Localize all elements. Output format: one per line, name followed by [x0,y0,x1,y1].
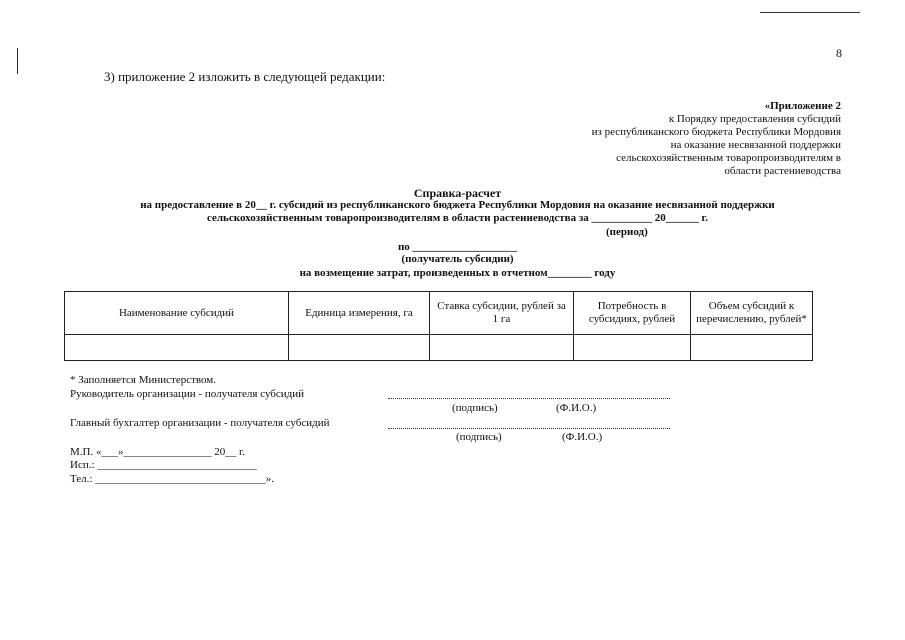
accountant-signature-label: Главный бухгалтер организации - получателя субсидий [70,417,330,429]
table-cell[interactable] [65,335,289,361]
table-row [65,335,813,361]
appendix-header [521,100,841,178]
head-signature-line[interactable] [388,398,670,399]
appendix-line: на оказание несвязанной поддержки [670,139,841,151]
executor-line: Исп.: _____________________________ [70,459,257,471]
costs-line: на возмещение затрат, произведенных в отчетном________ году [299,267,616,279]
recipient-caption: (получатель субсидии) [401,253,514,265]
intro-text: 3) приложение 2 изложить в следующей редакции: [104,69,386,84]
period-caption: (период) [606,226,648,238]
po-line: по ___________________ [397,241,518,253]
form-subtitle-line1: на предоставление в 20__ г. субсидий из республиканского бюджета Республики Мордовия на оказание несвязанной поддержки [140,199,775,211]
page-number: 8 [836,46,842,60]
table-cell[interactable] [289,335,430,361]
appendix-line: области растениеводства [724,165,841,177]
appendix-line: сельскохозяйственным товаропроизводителям в [616,152,841,164]
table-header-row [65,292,813,335]
appendix-title: «Приложение 2 [764,100,841,112]
head-name-caption: (Ф.И.О.) [556,402,597,414]
appendix-line: к Порядку предоставления субсидий [668,113,841,125]
column-header: Ставка субсидии, рублей за 1 га [430,292,574,335]
accountant-signature-line[interactable] [388,428,670,429]
table-cell[interactable] [574,335,691,361]
scan-mark-left-edge [17,48,18,74]
scan-mark-top-right [760,12,860,13]
stamp-date-line: М.П. «___»________________ 20__ г. [70,446,245,458]
phone-line: Тел.: _______________________________». [70,473,274,485]
footnote: * Заполняется Министерством. [70,374,217,386]
accountant-name-caption: (Ф.И.О.) [562,431,603,443]
appendix-line: из республиканского бюджета Республики Мордовия [591,126,841,138]
form-subtitle-line2: сельскохозяйственным товаропроизводителям в области растениеводства за ___________ 20______ г. [206,212,709,224]
form-title: Справка-расчет [413,186,502,200]
column-header: Объем субсидий к перечислению, рублей* [691,292,813,335]
accountant-signature-caption: (подпись) [456,431,502,443]
table-cell[interactable] [430,335,574,361]
column-header: Наименование субсидий [65,292,289,335]
head-signature-label: Руководитель организации - получателя субсидий [70,388,305,400]
head-signature-caption: (подпись) [452,402,498,414]
subsidy-table [64,291,813,361]
column-header: Потребность в субсидиях, рублей [574,292,691,335]
table-cell[interactable] [691,335,813,361]
column-header: Единица измерения, га [289,292,430,335]
